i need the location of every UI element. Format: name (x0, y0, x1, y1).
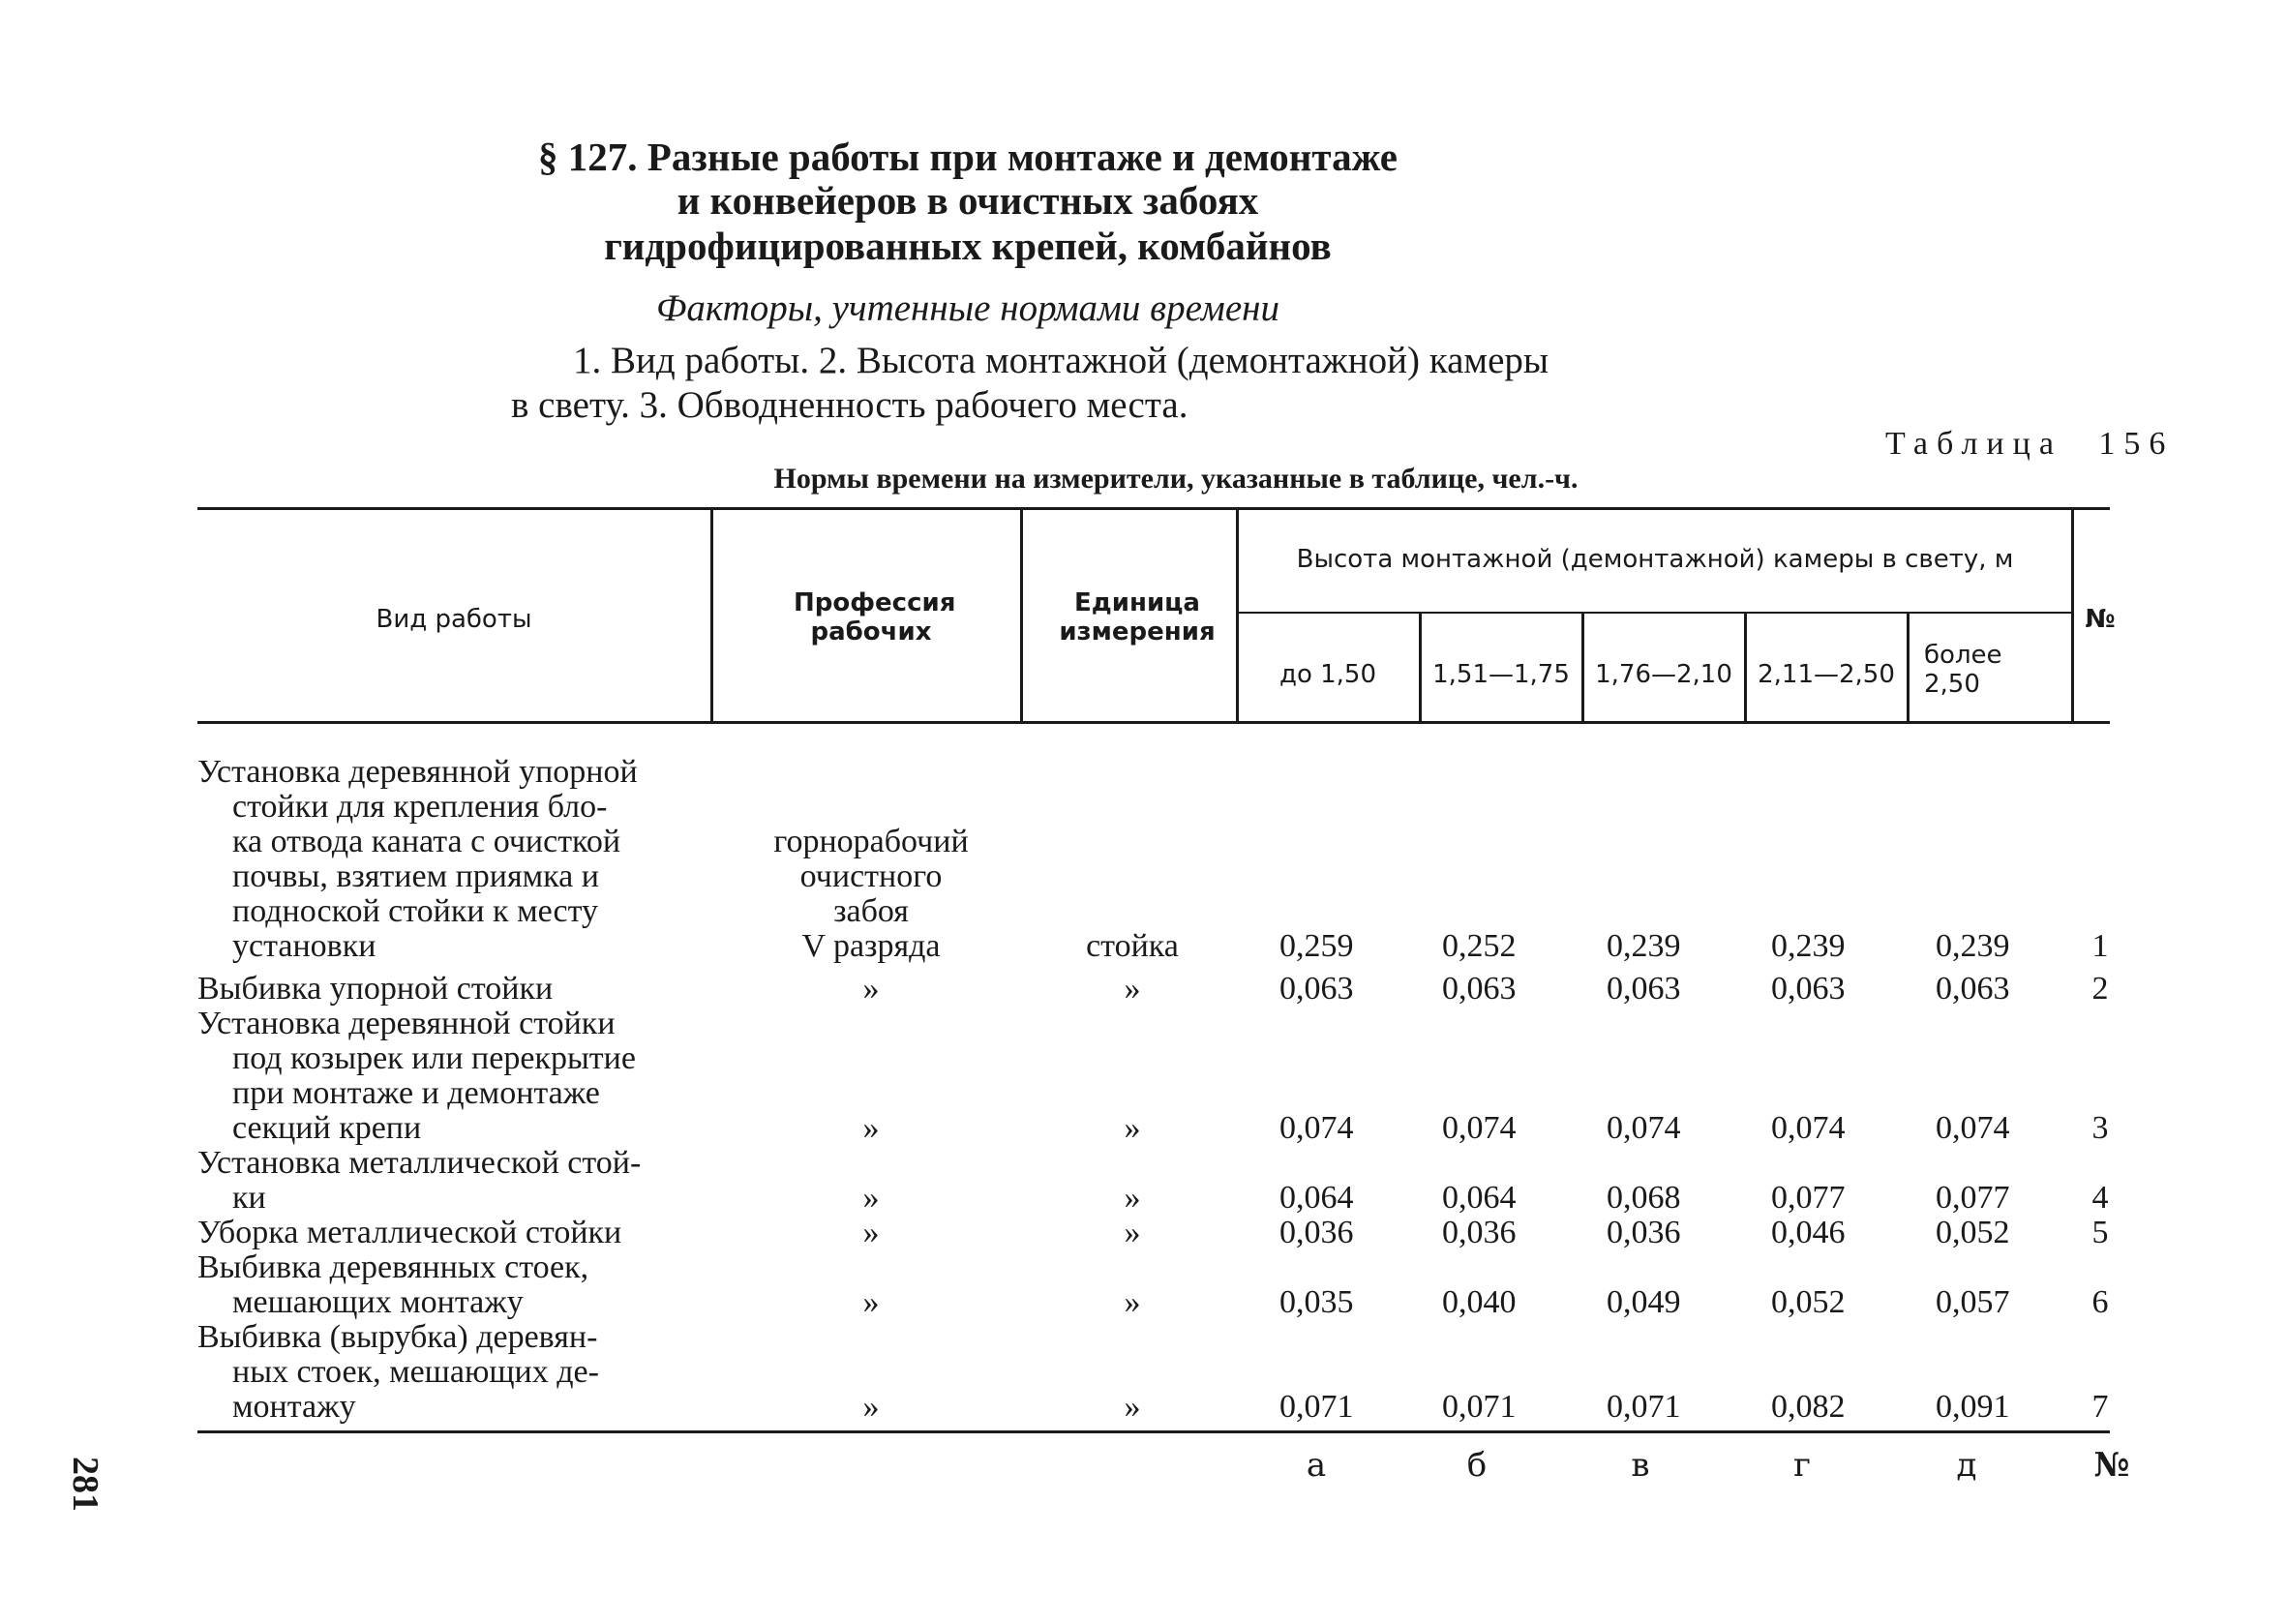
page-number: 281 (65, 1457, 105, 1512)
profession-line: » (862, 1110, 880, 1146)
table-caption: Нормы времени на измерители, указанные в таблице, чел.-ч. (773, 463, 1579, 495)
table-row-unit: » (1124, 1215, 1141, 1250)
work-line: секций крепи (232, 1110, 422, 1146)
table-cell-value: 0,074 (1607, 1110, 1681, 1146)
table-top-rule (197, 507, 2110, 510)
table-cell-value: 0,040 (1442, 1284, 1517, 1320)
table-cell-value: 0,063 (1442, 971, 1517, 1007)
factors-heading: Факторы, учтенные нормами времени (656, 287, 1279, 329)
table-label (1885, 426, 2174, 463)
work-line: установки (232, 928, 376, 964)
table-cell-value: 0,074 (1771, 1110, 1846, 1146)
table-cell-value: 0,063 (1607, 971, 1681, 1007)
work-line: подноской стойки к месту (232, 893, 599, 929)
header-col-b: 1,51—1,75 (1432, 660, 1570, 689)
table-row-number: 5 (2091, 1215, 2109, 1250)
footer-letter-c: в (1631, 1446, 1650, 1485)
header-col-a: до 1,50 (1278, 660, 1377, 689)
profession-line: забоя (833, 893, 909, 929)
table-cell-value: 0,074 (1936, 1110, 2010, 1146)
header-height-group: Высота монтажной (демонтажной) камеры в свету, м (1296, 545, 2014, 574)
section-title-line-2: и конвейеров в очистных забоях (677, 178, 1259, 223)
section-title-line-3: гидрофицированных крепей, комбайнов (604, 224, 1332, 268)
col-divider-a (1419, 614, 1422, 721)
col-divider-c (1744, 614, 1747, 721)
table-row-number: 1 (2091, 928, 2109, 964)
profession-line: » (862, 1389, 880, 1425)
table-cell-value: 0,063 (1771, 971, 1846, 1007)
table-row-profession (726, 825, 1016, 964)
table-row-number: 4 (2091, 1180, 2109, 1216)
work-line: ки (232, 1180, 266, 1216)
table-row-profession (726, 1285, 1016, 1320)
table-cell-value: 0,077 (1936, 1180, 2010, 1216)
height-group-rule (1239, 612, 2071, 614)
table-row-work (197, 972, 720, 1007)
table-cell-value: 0,046 (1771, 1215, 1846, 1250)
profession-line: » (862, 1284, 880, 1320)
table-cell-value: 0,082 (1771, 1389, 1846, 1425)
footer-letter-d: г (1793, 1446, 1811, 1485)
footer-letter-a: а (1306, 1446, 1327, 1485)
table-row-profession (726, 1390, 1016, 1425)
table-cell-value: 0,036 (1279, 1215, 1354, 1250)
table-row-number: 3 (2091, 1110, 2109, 1146)
table-cell-value: 0,074 (1442, 1110, 1517, 1146)
header-unit: Единица измерения (1059, 588, 1216, 647)
table-number: 156 (2098, 426, 2175, 462)
table-cell-value: 0,052 (1936, 1215, 2010, 1250)
table-cell-value: 0,068 (1607, 1180, 1681, 1216)
table-bottom-rule (197, 1430, 2110, 1433)
table-row-profession (726, 972, 1016, 1007)
col-divider-num (2071, 510, 2074, 721)
table-cell-value: 0,091 (1936, 1389, 2010, 1425)
profession-line: V разряда (801, 928, 941, 964)
table-row-number: 6 (2091, 1284, 2109, 1320)
table-row-unit: стойка (1086, 928, 1179, 964)
table-cell-value: 0,071 (1279, 1389, 1354, 1425)
header-num: № (2085, 605, 2116, 634)
table-row-number: 7 (2091, 1389, 2109, 1425)
footer-letter-e: д (1956, 1446, 1977, 1485)
table-cell-value: 0,074 (1279, 1110, 1354, 1146)
profession-line: » (862, 1215, 880, 1250)
header-col-d: 2,11—2,50 (1758, 660, 1895, 689)
table-cell-value: 0,063 (1936, 971, 2010, 1007)
header-col-c: 1,76—2,10 (1595, 660, 1732, 689)
factors-line-1: 1. Вид работы. 2. Высота монтажной (демонтажной) камеры (573, 340, 1549, 381)
profession-line: » (862, 971, 880, 1007)
table-row-work (197, 1250, 720, 1320)
profession-line: очистного (799, 858, 943, 894)
table-cell-value: 0,064 (1442, 1180, 1517, 1216)
footer-letter-b: б (1466, 1446, 1488, 1485)
col-divider-work (710, 510, 713, 721)
table-row-unit: » (1124, 1284, 1141, 1320)
work-line: мешающих монтажу (232, 1284, 524, 1320)
work-line: Выбивка (вырубка) деревян- (197, 1319, 598, 1355)
table-cell-value: 0,052 (1771, 1284, 1846, 1320)
work-line: Установка металлической стой- (197, 1145, 642, 1181)
work-line: почвы, взятием приямка и (232, 858, 599, 894)
work-line: стойки для крепления бло- (232, 789, 608, 825)
table-row-work (197, 1216, 720, 1250)
col-divider-b (1581, 614, 1584, 721)
header-col-e: более 2,50 (1924, 641, 2002, 699)
header-bottom-rule (197, 721, 2110, 724)
table-row-unit: » (1124, 971, 1141, 1007)
col-divider-d (1907, 614, 1910, 721)
footer-num: № (2093, 1446, 2130, 1485)
table-row-work (197, 755, 720, 964)
table-row-number: 2 (2091, 971, 2109, 1007)
table-cell-value: 0,063 (1279, 971, 1354, 1007)
work-line: ка отвода каната с очисткой (232, 824, 621, 859)
header-work: Вид работы (376, 605, 532, 634)
work-line: Установка деревянной стойки (197, 1006, 616, 1041)
table-cell-value: 0,259 (1279, 928, 1354, 964)
table-row-profession (726, 1181, 1016, 1216)
table-cell-value: 0,252 (1442, 928, 1517, 964)
work-line: Выбивка деревянных стоек, (197, 1249, 589, 1285)
table-cell-value: 0,239 (1771, 928, 1846, 964)
section-title-line-1: § 127. Разные работы при монтаже и демонтаже (538, 135, 1398, 179)
work-line: монтажу (232, 1389, 356, 1425)
col-divider-profession (1020, 510, 1023, 721)
table-row-unit: » (1124, 1180, 1141, 1216)
table-cell-value: 0,239 (1607, 928, 1681, 964)
work-line: ных стоек, мешающих де- (232, 1354, 599, 1390)
table-cell-value: 0,077 (1771, 1180, 1846, 1216)
table-row-profession (726, 1111, 1016, 1146)
work-line: Установка деревянной упорной (197, 754, 638, 790)
work-line: при монтаже и демонтаже (232, 1075, 600, 1111)
table-cell-value: 0,071 (1442, 1389, 1517, 1425)
table-label-text: Таблица (1885, 426, 2062, 462)
table-row-work (197, 1320, 720, 1425)
table-cell-value: 0,064 (1279, 1180, 1354, 1216)
table-cell-value: 0,057 (1936, 1284, 2010, 1320)
table-cell-value: 0,239 (1936, 928, 2010, 964)
col-divider-unit (1236, 510, 1239, 721)
table-cell-value: 0,036 (1442, 1215, 1517, 1250)
table-cell-value: 0,035 (1279, 1284, 1354, 1320)
table-row-profession (726, 1216, 1016, 1250)
table-cell-value: 0,036 (1607, 1215, 1681, 1250)
table-row-work (197, 1007, 720, 1146)
work-line: Выбивка упорной стойки (197, 971, 554, 1007)
profession-line: » (862, 1180, 880, 1216)
table-row-unit: » (1124, 1110, 1141, 1146)
work-line: Уборка металлической стойки (197, 1215, 622, 1250)
table-row-unit: » (1124, 1389, 1141, 1425)
profession-line: горнорабочий (773, 824, 969, 859)
table-row-work (197, 1146, 720, 1216)
factors-line-2: в свету. 3. Обводненность рабочего места. (511, 384, 1188, 426)
header-profession: Профессия рабочих (794, 588, 956, 647)
table-cell-value: 0,071 (1607, 1389, 1681, 1425)
table-cell-value: 0,049 (1607, 1284, 1681, 1320)
work-line: под козырек или перекрытие (232, 1040, 636, 1076)
